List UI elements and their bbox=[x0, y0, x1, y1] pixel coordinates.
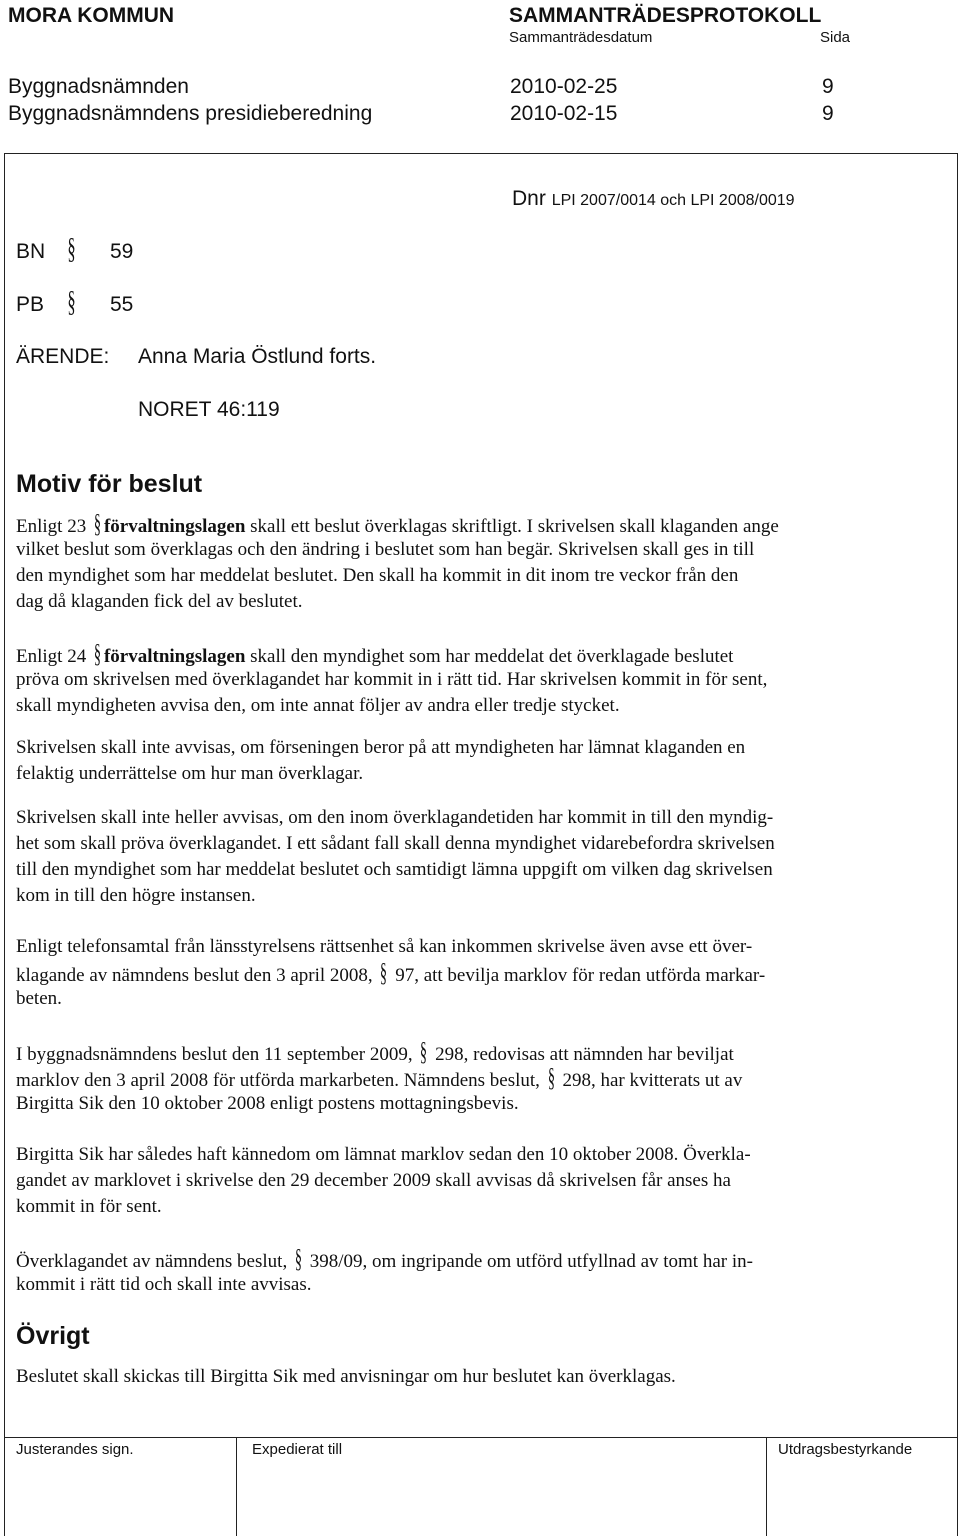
pb-number: 55 bbox=[110, 293, 134, 316]
frame-left-border bbox=[4, 153, 5, 1536]
law-name: förvaltningslagen bbox=[103, 646, 246, 667]
footer-justerandes-sign: Justerandes sign. bbox=[16, 1441, 134, 1458]
org-name: MORA KOMMUN bbox=[8, 4, 175, 27]
footer-divider-1 bbox=[236, 1437, 237, 1536]
paragraph-3: Skrivelsen skall inte avvisas, om förseningen beror på att myndigheten har lämnat klaganden en felaktig underrättelse om hur man överklagar. bbox=[16, 737, 746, 784]
section-sign-icon: § bbox=[93, 639, 102, 668]
section-sign-icon: § bbox=[547, 1063, 555, 1092]
meeting-date-2: 2010-02-15 bbox=[510, 102, 618, 125]
section-sign-icon: § bbox=[294, 1244, 303, 1273]
paragraph-7: Birgitta Sik har således haft kännedom om lämnat marklov sedan den 10 oktober 2008. Överkla- gandet av marklovet i skrivelse den 29 december 2009 skall avvisas då skrivelsen får anses ha kommit in för sent. bbox=[16, 1144, 751, 1217]
dnr-line bbox=[512, 187, 795, 211]
page-label: Sida bbox=[820, 29, 851, 46]
body-name-1: Byggnadsnämnden bbox=[8, 75, 189, 98]
property-designation: NORET 46:119 bbox=[138, 398, 280, 421]
dnr-number: LPI 2007/0014 och LPI 2008/0019 bbox=[551, 192, 795, 209]
meeting-date-1: 2010-02-25 bbox=[510, 75, 618, 98]
pb-label: PB bbox=[16, 293, 45, 316]
paragraph-5: Enligt telefonsamtal från länsstyrelsens rättsenhet så kan inkommen skrivelse även avse ett över- klagande av nämndens beslut den 3 april 2008, § 97, att bevilja marklov för redan utförda markar- beten. bbox=[16, 936, 766, 1009]
section-sign-icon: § bbox=[380, 958, 388, 987]
section-sign-icon: § bbox=[67, 232, 76, 265]
footer-expedierat-till: Expedierat till bbox=[252, 1441, 343, 1458]
dnr-prefix: Dnr bbox=[512, 187, 546, 210]
law-name: förvaltningslagen bbox=[103, 516, 246, 537]
ovrigt-text: Beslutet skall skickas till Birgitta Sik med anvisningar om hur beslutet kan överklagas. bbox=[16, 1366, 676, 1387]
footer-divider-2 bbox=[766, 1437, 767, 1536]
ovrigt-heading: Övrigt bbox=[16, 1322, 90, 1350]
date-label: Sammanträdesdatum bbox=[509, 29, 653, 46]
paragraph-4: Skrivelsen skall inte heller avvisas, om den inom överklagandetiden har kommit in till den myndig- het som skall pröva överklagandet. I ett sådant fall skall denna myndighet vidarebefordra skrivelsen till den myndighet som har meddelat beslutet och samtidigt lämna uppgift om vilken dag skrivelsen kom in till den högre instansen. bbox=[16, 807, 775, 906]
section-sign-icon: § bbox=[67, 285, 76, 318]
paragraph-6: I byggnadsnämndens beslut den 11 september 2009, § 298, redovisas att nämnden har beviljat marklov den 3 april 2008 för utförda markarbeten. Nämndens beslut, § 298, har kvitterats ut av Birgitta Sik den 10 oktober 2008 enligt postens mottagningsbevis. bbox=[16, 1037, 743, 1114]
body-name-2: Byggnadsnämndens presidieberedning bbox=[8, 102, 373, 125]
frame-right-border bbox=[957, 153, 958, 1536]
paragraph-1: Enligt 23 § förvaltningslagen skall ett beslut överklagas skriftligt. I skrivelsen skall klaganden ange vilket beslut som överklagas och den ändring i beslutet som han begär. Skrivelsen skall ges in till den myndighet som har meddelat beslutet. Den skall ha kommit in dit inom tre veckor från den dag då klaganden fick del av beslutet. bbox=[16, 509, 779, 612]
paragraph-8: Överklagandet av nämndens beslut, § 398/09, om ingripande om utförd utfyllnad av tomt har in- kommit i rätt tid och skall inte avvisas. bbox=[16, 1244, 753, 1295]
arende-label: ÄRENDE: bbox=[16, 345, 110, 368]
bn-label: BN bbox=[16, 240, 46, 263]
page-number-2: 9 bbox=[822, 102, 834, 125]
arende-name: Anna Maria Östlund forts. bbox=[138, 345, 377, 368]
footer-utdragsbestyrkande: Utdragsbestyrkande bbox=[778, 1441, 913, 1458]
motiv-heading: Motiv för beslut bbox=[16, 470, 203, 498]
section-sign-icon: § bbox=[93, 509, 102, 538]
paragraph-2: Enligt 24 § förvaltningslagen skall den myndighet som har meddelat det överklagade beslutet pröva om skrivelsen med överklagandet har kommit in i rätt tid. Har skrivelsen kommit in för sent, skall myndigheten avvisa den, om inte annat följer av andra eller tredje stycket. bbox=[16, 639, 768, 716]
footer-top-border bbox=[4, 1437, 958, 1438]
doc-type: SAMMANTRÄDESPROTOKOLL bbox=[509, 4, 822, 27]
section-sign-icon: § bbox=[420, 1037, 428, 1066]
page-number-1: 9 bbox=[822, 75, 834, 98]
bn-number: 59 bbox=[110, 240, 134, 263]
frame-top-border bbox=[4, 153, 958, 154]
